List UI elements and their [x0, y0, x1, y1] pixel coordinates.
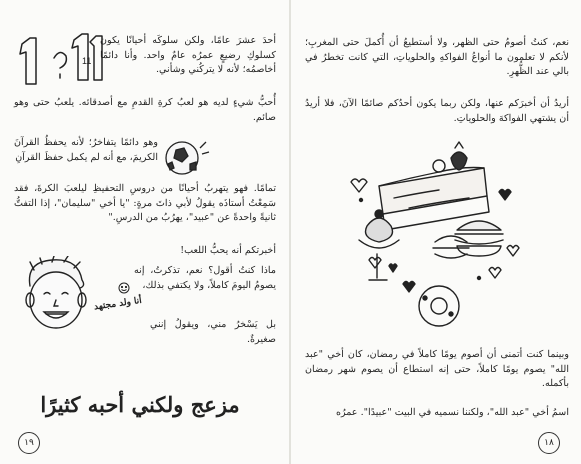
left-page	[0, 0, 290, 464]
paragraph-7: وهو دائمًا يتفاخرُ؛ لأنه يحفظُ القرآنَ الكريمَ، مع أنه لم يكمل حفظَ القرآنِ	[14, 137, 158, 163]
page-number-left: ١٩	[18, 432, 40, 454]
paragraph-8: تمامًا. فهو يتهربُ أحيانًا من دروسِ التحفيظِ ليلعبَ الكرةَ، فقد سَمِعْتُ أستاذَه يقولُ لأبي ذاتَ مرةٍ: "يا أخي "سليمان"، إذا التفتُّ ثانيةً واحدةً عن "عبيد"، يهرُبُ من الدرسِ."	[14, 183, 276, 223]
number-eleven-doodle	[14, 30, 104, 92]
football-doodle	[160, 136, 210, 180]
paragraph-9: أخبرتكم أنه يحبُّ اللعب!	[180, 245, 276, 256]
smiley-icon	[118, 282, 130, 294]
paragraph-2: أريدُ أن أخبرَكم عنها، ولكن ربما يكون أحدُكم صائمًا الآنَ، فلا أريدُ أن يشتهي الفواكهَ والحلوياتِ.	[305, 98, 569, 124]
paragraph-3: وبينما كنت أتمنى أن أصوم يومًا كاملاً في رمضان، كان أخي "عبد الله" يصوم يومًا كاملاً، حتى إنه استطاع أن يصوم شهر رمضان بأكمله.	[305, 349, 569, 389]
paragraph-6: أُحبُّ شيءٍ لديه هو لعبُ كرةِ القدمِ مع أصدقائه. يلعبُ حتى وهو صائم.	[14, 97, 276, 123]
hand-note: أنا ولد مجتهد	[93, 295, 143, 313]
paragraph-10: ماذا كنتُ أقول؟ نعم، تذكرتُ، إنه يصومُ اليومَ كاملاً، ولا يكتفي بذلك،	[134, 265, 276, 291]
paragraph-4: اسمُ أخي "عبد الله"، ولكننا نسميه في البيت "عبيدًا". عمرُه	[335, 407, 569, 418]
boy-face-doodle	[16, 256, 98, 336]
right-page	[291, 0, 581, 464]
paragraph-11: بل يَسْخرُ مني، ويقولُ إنني صغيرةٌ.	[150, 319, 276, 345]
sweets-doodle-illustration	[339, 138, 529, 338]
paragraph-5: أحدَ عشرَ عامًا، ولكن سلوكَه أحيانًا يكون كسلوكِ رضيعٍ عمرُه عامٌ واحد. وأنا دائمًا أخاصمُه؛ لأنه لا يتركُني وشأني.	[100, 35, 276, 75]
page-number-right: ١٨	[538, 432, 560, 454]
paragraph-1: نعم، كنتُ أصومُ حتى الظهر، ولا أستطيعُ أن أُكملَ حتى المغربِ؛ لأنكم لا تعلمون ما أنواعُ الفواكهِ والحلوياتِ، التي كانت تخطرُ في بالي عند الظُّهرِ.	[305, 37, 569, 77]
handwritten-title: مزعج ولكني أحبه كثيرًا	[40, 392, 240, 417]
svg-text:11: 11	[82, 56, 92, 66]
